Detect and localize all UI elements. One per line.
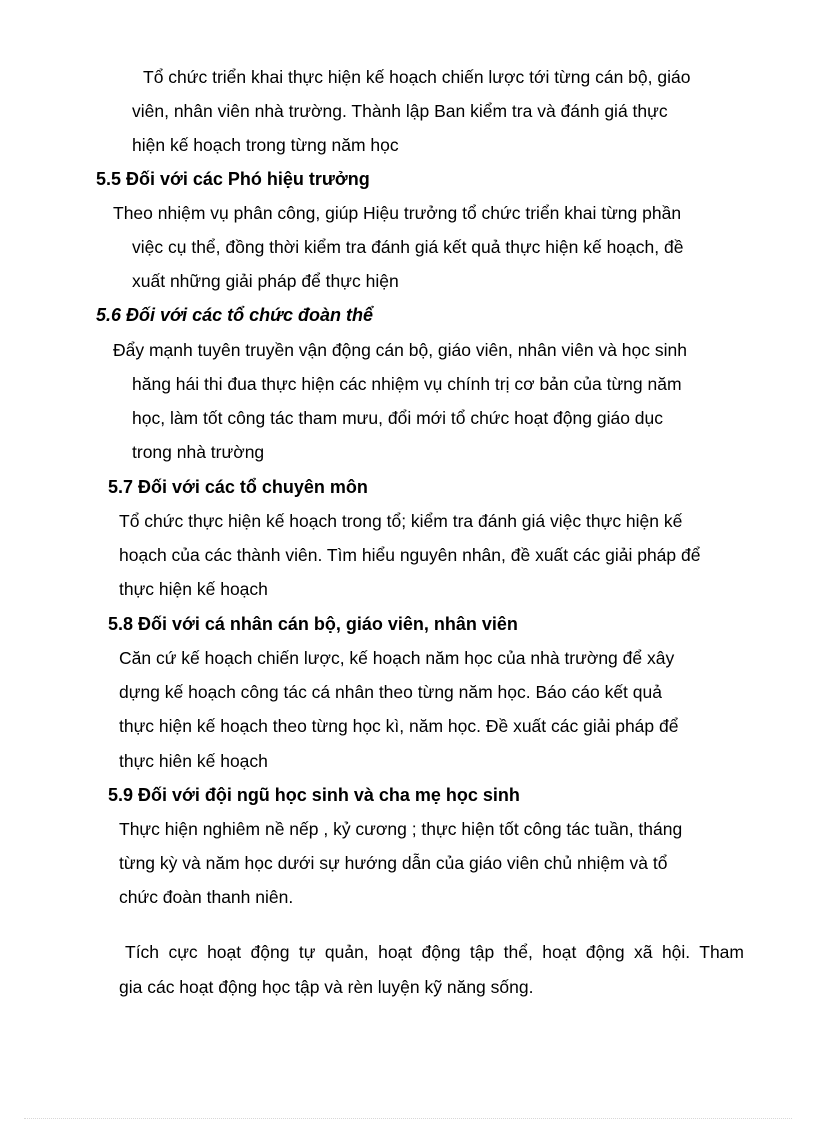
section-5-6-line-2: hăng hái thi đua thực hiện các nhiệm vụ chính trị cơ bản của từng năm [132, 374, 682, 394]
section-5-7-line-3: thực hiện kế hoạch [119, 579, 268, 599]
section-5-5-line-1: Theo nhiệm vụ phân công, giúp Hiệu trưởng tổ chức triển khai từng phần [113, 203, 682, 223]
section-5-7-line-1: Tổ chức thực hiện kế hoạch trong tổ; kiểm tra đánh giá việc thực hiện kế [119, 511, 683, 531]
section-5-9-extra-line-1: Tích cực hoạt động tự quản, hoạt động tập thể, hoạt động xã hội. Tham [125, 942, 744, 962]
section-heading-5-6: 5.6 Đối với các tổ chức đoàn thể [96, 305, 374, 325]
section-heading-5-8: 5.8 Đối với cá nhân cán bộ, giáo viên, nhân viên [108, 614, 518, 634]
intro-line-3: hiện kế hoạch trong từng năm học [132, 135, 399, 155]
section-5-8-line-2: dựng kế hoạch công tác cá nhân theo từng năm học. Báo cáo kết quả [119, 682, 662, 702]
section-5-9-line-1: Thực hiện nghiêm nề nếp , kỷ cương ; thực hiện tốt công tác tuần, tháng [119, 819, 683, 839]
section-5-6-line-1: Đẩy mạnh tuyên truyền vận động cán bộ, giáo viên, nhân viên và học sinh [113, 340, 687, 360]
section-heading-5-7: 5.7 Đối với các tổ chuyên môn [108, 477, 368, 497]
section-5-9-line-2: từng kỳ và năm học dưới sự hướng dẫn của giáo viên chủ nhiệm và tổ [119, 853, 668, 873]
section-5-6-line-3: học, làm tốt công tác tham mưu, đổi mới tổ chức hoạt động giáo dục [132, 408, 664, 428]
section-heading-5-9: 5.9 Đối với đội ngũ học sinh và cha mẹ học sinh [108, 785, 520, 805]
section-5-9-extra-line-2: gia các hoạt động học tập và rèn luyện kỹ năng sống. [119, 977, 534, 997]
section-5-5-line-2: việc cụ thể, đồng thời kiểm tra đánh giá kết quả thực hiện kế hoạch, đề [132, 237, 684, 257]
section-5-9-line-3: chức đoàn thanh niên. [119, 887, 294, 907]
section-5-8-line-1: Căn cứ kế hoạch chiến lược, kế hoạch năm học của nhà trường để xây [119, 648, 675, 668]
section-5-8-line-4: thực hiên kế hoạch [119, 751, 268, 771]
section-5-8-line-3: thực hiện kế hoạch theo từng học kì, năm học. Đề xuất các giải pháp để [119, 716, 679, 736]
section-heading-5-5: 5.5 Đối với các Phó hiệu trưởng [96, 169, 370, 189]
page-bottom-divider [24, 1118, 792, 1119]
intro-line-2: viên, nhân viên nhà trường. Thành lập Ban kiểm tra và đánh giá thực [132, 101, 668, 121]
section-5-5-line-3: xuất những giải pháp để thực hiện [132, 271, 399, 291]
section-5-7-line-2: hoạch của các thành viên. Tìm hiểu nguyên nhân, đề xuất các giải pháp để [119, 545, 701, 565]
intro-line-1: Tổ chức triển khai thực hiện kế hoạch chiến lược tới từng cán bộ, giáo [143, 67, 691, 87]
section-5-6-line-4: trong nhà trường [132, 442, 265, 462]
